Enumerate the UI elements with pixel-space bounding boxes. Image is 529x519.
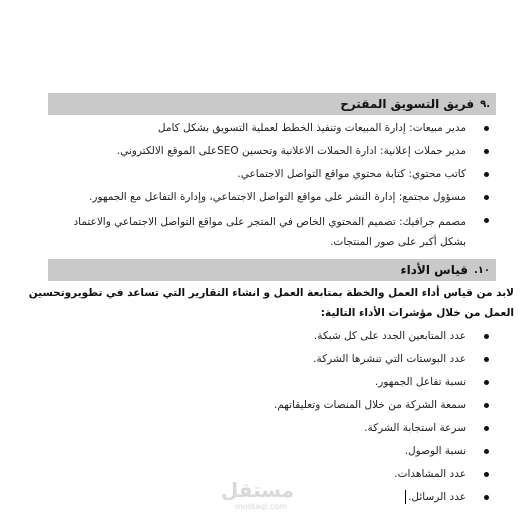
list-item-text: نسبة الوصول. <box>404 445 466 457</box>
list-item-text: عدد الرسائل. <box>408 491 466 503</box>
bullet-icon <box>484 126 489 131</box>
bullet-icon <box>484 380 489 385</box>
performance-intro-paragraph: لابد من قياس أداء العمل والخطة بمتابعة العمل و انشاء التقارير التي تساعد في تطويروتحسين العمل من خلال مؤشرات الأداء التالية: <box>28 287 514 319</box>
bullet-icon <box>484 218 489 223</box>
list-item-text: نسبة تفاعل الجمهور. <box>374 376 466 388</box>
list-item-text: سرعة استجابة الشركة. <box>364 422 466 434</box>
bullet-icon <box>484 149 489 154</box>
list-item <box>48 166 496 182</box>
list-item-text: مدير حملات إعلانية: ادارة الحملات الاعلانية وتحسين SEOعلى الموقع الالكتروني. <box>116 145 466 157</box>
bullet-icon <box>484 449 489 454</box>
section-9-header <box>48 93 496 115</box>
section-10-title: قياس الأداء <box>400 263 468 277</box>
bullet-icon <box>484 472 489 477</box>
list-item <box>48 212 496 252</box>
watermark-arabic: مستقل <box>220 478 294 502</box>
bullet-icon <box>484 495 489 500</box>
marketing-team-list <box>48 120 496 259</box>
list-item-text: سمعة الشركة من خلال المنصات وتعليقاتهم. <box>273 399 466 411</box>
bullet-icon <box>484 357 489 362</box>
list-item <box>48 374 496 390</box>
bullet-icon <box>484 426 489 431</box>
list-item <box>48 397 496 413</box>
bullet-icon <box>484 172 489 177</box>
list-item-text: عدد المتابعين الجدد على كل شبكة. <box>313 330 466 342</box>
bullet-icon <box>484 403 489 408</box>
watermark-latin: mostaql.com <box>235 502 287 511</box>
section-10-number: ١٠. <box>473 264 490 276</box>
bullet-icon <box>484 195 489 200</box>
list-item <box>48 443 496 459</box>
section-9-number: .٩ <box>480 98 490 110</box>
section-10-header <box>48 259 496 281</box>
list-item-text: عدد المشاهدات. <box>394 468 466 480</box>
list-item <box>48 420 496 436</box>
bullet-icon <box>484 334 489 339</box>
list-item-text: مصمم جرافيك: تصميم المحتوي الخاص في المتجر على مواقع التواصل الاجتماعي والاعتماد بشكل أكبر على صور المنتجات. <box>73 216 466 248</box>
list-item-text: عدد البوستات التي تنشرها الشركة. <box>313 353 466 365</box>
list-item <box>48 120 496 136</box>
kpi-list <box>48 328 496 512</box>
text-cursor <box>405 490 406 504</box>
list-item-text: كاتب محتوي: كتابة محتوي مواقع التواصل الاجتماعي. <box>237 168 466 180</box>
list-item-text: مدير مبيعات: إدارة المبيعات وتنفيذ الخطط لعملية التسويق بشكل كامل <box>157 122 466 134</box>
list-item <box>48 466 496 482</box>
section-9-title: فريق التسويق المقترح <box>340 97 475 111</box>
list-item-text: مسؤول مجتمع: إدارة النشر على مواقع التواصل الاجتماعي، وإدارة التفاعل مع الجمهور. <box>89 191 466 203</box>
list-item <box>48 328 496 344</box>
list-item <box>48 189 496 205</box>
list-item <box>48 489 496 505</box>
list-item <box>48 143 496 159</box>
list-item <box>48 351 496 367</box>
